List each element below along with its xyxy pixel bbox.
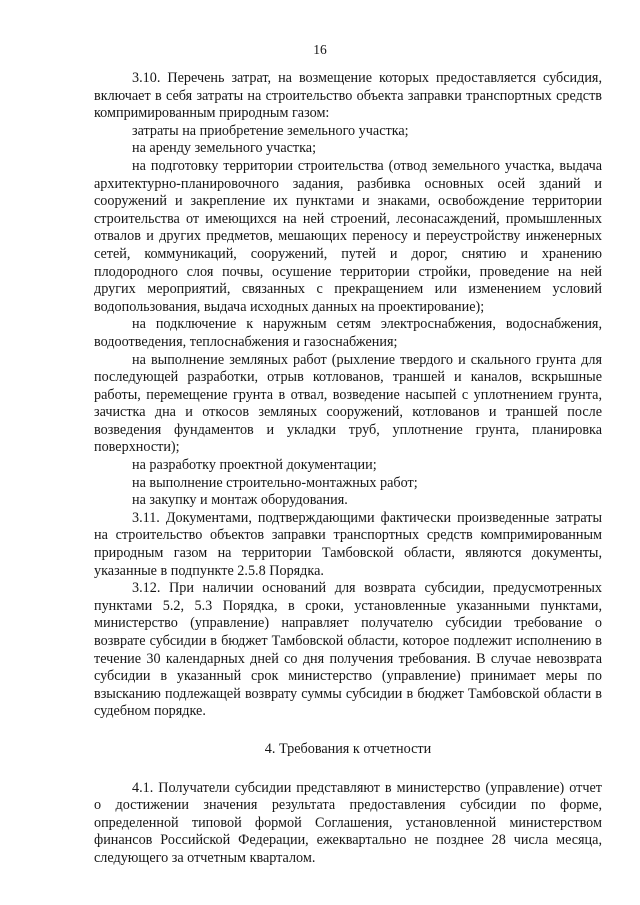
- list-item-utility-connection: на подключение к наружным сетям электроснабжения, водоснабжения, водоотведения, теплоснабжения и газоснабжения;: [94, 316, 602, 350]
- paragraph-3-11: 3.11. Документами, подтверждающими фактически произведенные затраты на строительство объектов заправки транспортных средств компримированным природным газом на территории Тамбовской области, являются документы, указанные в подпункте 2.5.8 Порядка.: [94, 509, 602, 579]
- list-item-design-documentation: на разработку проектной документации;: [132, 457, 377, 474]
- paragraph-3-10: 3.10. Перечень затрат, на возмещение которых предоставляется субсидия, включает в себя затраты на строительство объекта заправки транспортных средств компримированным природным газом:: [94, 70, 602, 122]
- list-item-earthworks: на выполнение земляных работ (рыхление твердого и скального грунта для последующей разработки, отрыв котлованов, траншей и каналов, вскрышные работы, перемещение грунта в отвал, возведение насыпей с уплотнением грунта, зачистка дна и откосов земляных сооружений, котлованов и траншей после возведения фундаментов и укладки труб, уплотнение грунта, планировка поверхности);: [94, 351, 602, 456]
- list-item-land-lease: на аренду земельного участка;: [132, 140, 317, 157]
- list-item-equipment: на закупку и монтаж оборудования.: [132, 492, 348, 509]
- section-heading: 4. Требования к отчетности: [264, 740, 432, 757]
- paragraph-4-1: 4.1. Получатели субсидии представляют в министерство (управление) отчет о достижении значения результата предоставления субсидии по форме, определенной типовой формой Соглашения, установленной министерством финансов Российской Федерации, ежеквартально не позднее 28 числа месяца, следующего за отчетным кварталом.: [94, 779, 602, 866]
- paragraph-3-12: 3.12. При наличии оснований для возврата субсидии, предусмотренных пунктами 5.2, 5.3 Порядка, в сроки, установленные указанными пунктами, министерство (управление) направляет получателю субсидии требование о возврате субсидии в бюджет Тамбовской области, которое подлежит исполнению в течение 30 календарных дней со дня получения требования. В случае невозврата субсидии в указанный срок министерство (управление) принимает меры по взысканию подлежащей возврату суммы субсидии в бюджет Тамбовской области в судебном порядке.: [94, 580, 602, 720]
- page-number: 16: [313, 42, 327, 57]
- document-body: [94, 70, 602, 868]
- list-item-site-preparation: на подготовку территории строительства (отвод земельного участка, выдача архитектурно-планировочного задания, разбивка основных осей зданий и сооружений и закрепление их пунктами и знаками, освобождение территории строительства от имеющихся на ней строений, лесонасаждений, промышленных отвалов и других предметов, мешающих переносу и переустройству инженерных сетей, коммуникаций, сооружений, путей и дорог, снятию и хранению плодородного слоя почвы, осушение территории стройки, проведение на ней других мероприятий, связанных с прекращением или изменением условий водопользования, выдача исходных данных на проектирование);: [94, 157, 602, 315]
- list-item-land-purchase: затраты на приобретение земельного участка;: [132, 122, 409, 139]
- list-item-construction-works: на выполнение строительно-монтажных работ;: [132, 474, 418, 491]
